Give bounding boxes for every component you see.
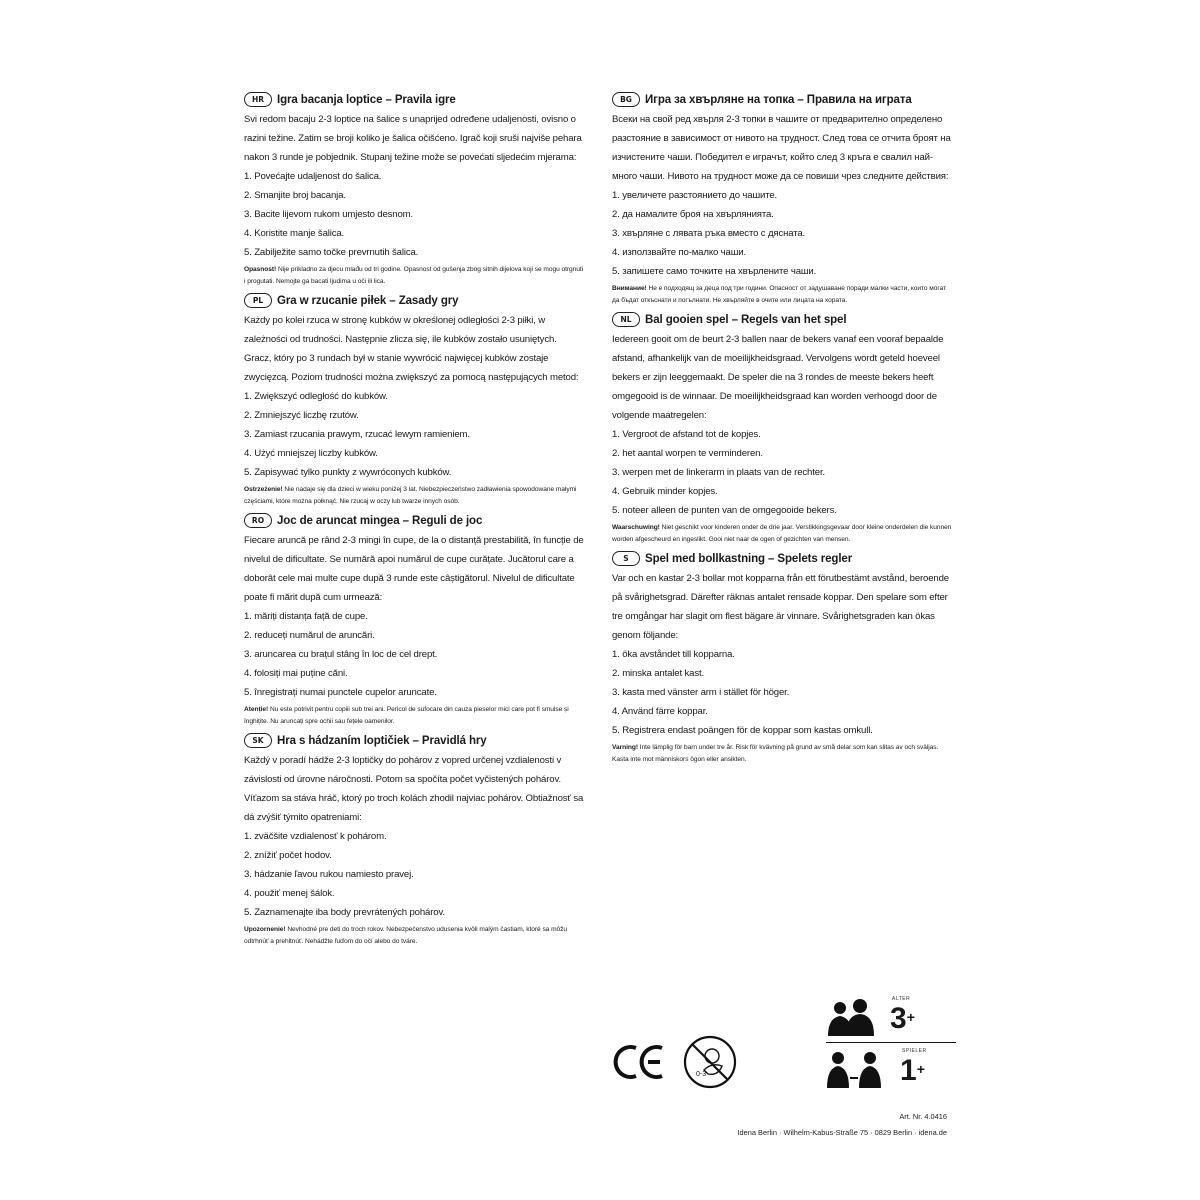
step-item: 3. Bacite lijevom rukom umjesto desnom. xyxy=(244,209,414,220)
step-item: 2. Smanjite broj bacanja. xyxy=(244,190,346,201)
step-item: 1. măriți distanța față de cupe. xyxy=(244,611,368,622)
section-title: Igra bacanja loptice – Pravila igre xyxy=(277,93,456,106)
step-item: 1. Povećajte udaljenost do šalica. xyxy=(244,171,382,182)
warning-label: Atenție! xyxy=(244,706,269,713)
section-body: Svi redom bacaju 2-3 loptice na šalice s unaprijed određene udaljenosti, ovisno o razini težine. Zatim se broji koliko je šalica očišćeno. Igrač koji sruši najviše pehara nakon 3 runde je pobjednik. Stupanj težine može se povećati sljedećim mjerama: xyxy=(244,114,582,163)
step-item: 2. Zmniejszyć liczbę rzutów. xyxy=(244,410,359,421)
step-item: 1. Vergroot de afstand tot de kopjes. xyxy=(612,429,761,440)
players-label: SPIELER xyxy=(902,1048,927,1054)
step-item: 2. znížiť počet hodov. xyxy=(244,850,332,861)
company-address: Idena Berlin · Wilhelm-Kabus-Straße 75 · 0829 Berlin · idena.de xyxy=(737,1128,947,1137)
section-header xyxy=(612,90,952,109)
step-item: 5. Registrera endast poängen för de koppar som kastas omkull. xyxy=(612,725,873,736)
section-header xyxy=(244,90,584,109)
step-item: 2. het aantal worpen te verminderen. xyxy=(612,448,763,459)
rules-section-nl xyxy=(612,310,952,545)
step-item: 2. minska antalet kast. xyxy=(612,668,705,679)
language-badge: PL xyxy=(244,293,272,308)
language-badge: NL xyxy=(612,312,640,327)
language-badge: SK xyxy=(244,733,272,748)
warning-text: Nu este potrivit pentru copiii sub trei ani. Pericol de sufocare din cauza pieselor mici care pot fi smulse și înghițite. Nu aruncați spre ochii sau fețele oamenilor. xyxy=(244,706,569,725)
section-header xyxy=(244,731,584,750)
step-item: 5. Zaznamenajte iba body prevrátených pohárov. xyxy=(244,907,445,918)
rules-section-s xyxy=(612,549,952,765)
safety-warning xyxy=(244,704,584,727)
language-badge: BG xyxy=(612,92,640,107)
difficulty-steps xyxy=(612,425,952,520)
ce-mark-icon xyxy=(612,1042,666,1082)
step-item: 5. Zapisywać tylko punkty z wywróconych kubków. xyxy=(244,467,452,478)
step-item: 1. öka avståndet till kopparna. xyxy=(612,649,735,660)
rules-section-hr xyxy=(244,90,584,287)
warning-label: Upozornenie! xyxy=(244,926,286,933)
difficulty-steps xyxy=(244,607,584,702)
step-item: 4. Använd färre koppar. xyxy=(612,706,708,717)
rules-section-pl xyxy=(244,291,584,507)
section-title: Hra s hádzaním loptičiek – Pravidlá hry xyxy=(277,734,487,747)
language-badge: RO xyxy=(244,513,272,528)
warning-text: Nie nadaje się dla dzieci w wieku poniżej 3 lat. Niebezpieczeństwo zadławienia spowodowane małymi częściami, które można połknąć. Nie rzucaj w oczy lub twarze innych osób. xyxy=(244,486,577,505)
step-item: 3. hádzanie ľavou rukou namiesto pravej. xyxy=(244,869,414,880)
warning-text: Inte lämplig för barn under tre år. Risk för kvävning på grund av små delar som kan slitas av och sväljas. Kasta inte mot människors ögon eller ansikten. xyxy=(612,744,939,763)
section-header xyxy=(244,511,584,530)
section-title: Игра за хвърляне на топка – Правила на играта xyxy=(645,93,912,106)
difficulty-steps xyxy=(612,645,952,740)
left-column xyxy=(244,90,584,951)
rules-section-bg xyxy=(612,90,952,306)
safety-warning xyxy=(244,264,584,287)
safety-warning xyxy=(612,742,952,765)
safety-warning xyxy=(612,522,952,545)
warning-label: Varning! xyxy=(612,744,638,751)
section-title: Joc de aruncat mingea – Reguli de joc xyxy=(277,514,483,527)
step-item: 3. aruncarea cu brațul stâng în loc de cel drept. xyxy=(244,649,438,660)
section-body: Każdy po kolei rzuca w stronę kubków w określonej odległości 2-3 piłki, w zależności od trudności. Następnie zlicza się, ile kubków zostało usuniętych. Gracz, który po 3 rundach był w stanie wywrócić najwięcej kubków zostaje zwycięzcą. Poziom trudności można zwiększyć za pomocą następujących metod: xyxy=(244,315,579,383)
step-item: 1. увеличете разстоянието до чашите. xyxy=(612,190,778,201)
step-item: 3. хвърляне с лявата ръка вместо с дясната. xyxy=(612,228,806,239)
infant-symbol-text: 0-3 xyxy=(696,1071,707,1078)
step-item: 4. použiť menej šálok. xyxy=(244,888,335,899)
section-header xyxy=(612,549,952,568)
section-body: Всеки на свой ред хвърля 2-3 топки в чашите от предварително определено разстояние в зависимост от нивото на трудност. След това се отчита броят на изчистените чаши. Победител е играчът, който след 3 кръга е свалил най-много чаши. Нивото на трудност може да се повиши чрез следните действия: xyxy=(612,114,951,182)
step-item: 3. werpen met de linkerarm in plaats van de rechter. xyxy=(612,467,825,478)
section-title: Gra w rzucanie piłek – Zasady gry xyxy=(277,294,459,307)
step-item: 5. запишете само точките на хвърлените чаши. xyxy=(612,266,817,277)
players-value: 1+ xyxy=(900,1054,925,1087)
pictogram-divider xyxy=(826,1042,956,1043)
not-for-children-under-3-icon xyxy=(682,1034,738,1090)
difficulty-steps xyxy=(244,387,584,482)
step-item: 4. Koristite manje šalica. xyxy=(244,228,345,239)
step-item: 2. reduceți numărul de aruncări. xyxy=(244,630,375,641)
warning-text: Niet geschikt voor kinderen onder de drie jaar. Verstikkingsgevaar door kleine onderdelen die kunnen worden afgescheurd en ingeslikt. Gooi niet naar de ogen of gezichten van mensen. xyxy=(612,524,952,543)
step-item: 5. înregistrați numai punctele cupelor aruncate. xyxy=(244,687,437,698)
warning-label: Внимание! xyxy=(612,285,647,292)
age-figures-icon xyxy=(826,998,878,1038)
step-item: 2. да намалите броя на хвърлянията. xyxy=(612,209,774,220)
step-item: 1. zväčšite vzdialenosť k pohárom. xyxy=(244,831,387,842)
step-item: 5. Zabilježite samo točke prevrnutih šalica. xyxy=(244,247,419,258)
section-title: Bal gooien spel – Regels van het spel xyxy=(645,313,847,326)
age-players-pictograms xyxy=(826,994,956,1094)
step-item: 4. използвайте по-малко чаши. xyxy=(612,247,746,258)
language-badge: S xyxy=(612,551,640,566)
age-value: 3+ xyxy=(890,1002,915,1035)
warning-label: Waarschuwing! xyxy=(612,524,660,531)
step-item: 4. folosiți mai puține căni. xyxy=(244,668,348,679)
warning-label: Ostrzeżenie! xyxy=(244,486,283,493)
section-title: Spel med bollkastning – Spelets regler xyxy=(645,552,853,565)
difficulty-steps xyxy=(244,827,584,922)
player-figures-icon xyxy=(826,1048,886,1090)
warning-text: Nevhodné pre deti do troch rokov. Nebezpečenstvo udusenia kvôli malým častiam, ktoré sa môžu odtrhnúť a prehltnúť. Nehádžte ľuďom do očí alebo do tváre. xyxy=(244,926,568,945)
safety-warning xyxy=(244,484,584,507)
section-body: Iedereen gooit om de beurt 2-3 ballen naar de bekers vanaf een vooraf bepaalde afstand, afhankelijk van de moeilijkheidsgraad. Vervolgens wordt geteld hoeveel bekers er zijn leeggemaakt. De speler die na 3 rondes de meeste bekers heeft omgegooid is de winnaar. De moeilijkheidsgraad kan worden verhoogd door de volgende maatregelen: xyxy=(612,334,944,421)
age-label: ALTER xyxy=(892,996,911,1002)
difficulty-steps xyxy=(612,186,952,281)
rules-section-sk xyxy=(244,731,584,947)
section-body: Každý v poradí hádže 2-3 loptičky do pohárov z vopred určenej vzdialenosti v závislosti od úrovne náročnosti. Potom sa spočíta počet vyčistených pohárov. Víťazom sa stáva hráč, ktorý po troch kolách zhodil najviac pohárov. Obtiažnosť sa dá zvýšiť týmito opatreniami: xyxy=(244,755,584,823)
safety-warning xyxy=(244,924,584,947)
step-item: 4. Użyć mniejszej liczby kubków. xyxy=(244,448,378,459)
section-header xyxy=(244,291,584,310)
safety-warning xyxy=(612,283,952,306)
step-item: 1. Zwiększyć odległość do kubków. xyxy=(244,391,388,402)
language-badge: HR xyxy=(244,92,272,107)
section-header xyxy=(612,310,952,329)
difficulty-steps xyxy=(244,167,584,262)
rules-section-ro xyxy=(244,511,584,727)
section-body: Var och en kastar 2-3 bollar mot kopparna från ett förutbestämt avstånd, beroende på svårighetsgrad. Därefter räknas antalet rensade koppar. Den spelare som efter tre omgångar har slagit om flest bägare är vinnare. Svårighetsgraden kan ökas genom följande: xyxy=(612,573,949,641)
step-item: 5. noteer alleen de punten van de omgegooide bekers. xyxy=(612,505,837,516)
step-item: 3. Zamiast rzucania prawym, rzucać lewym ramieniem. xyxy=(244,429,470,440)
warning-label: Opasnost! xyxy=(244,266,277,273)
step-item: 3. kasta med vänster arm i stället för höger. xyxy=(612,687,790,698)
warning-text: Не е подходящ за деца под три години. Опасност от задушаване поради малки части, които могат да бъдат откъснати и погълнати. Не хвърляйте в очите или лицата на хората. xyxy=(612,285,947,304)
section-body: Fiecare aruncă pe rând 2-3 mingi în cupe, de la o distanță prestabilită, în funcție de nivelul de dificultate. Se numără apoi numărul de cupe curățate. Jucătorul care a doborât cele mai multe cupe după 3 runde este câștigătorul. Nivelul de dificultate poate fi mărit după cum urmează: xyxy=(244,535,584,603)
right-column xyxy=(612,90,952,769)
article-number: Art. Nr. 4.0416 xyxy=(899,1112,947,1121)
warning-text: Nije prikladno za djecu mlađu od tri godine. Opasnost od gušenja zbog sitnih dijelova koji se mogu otrgnuti i progutati. Nemojte ga bacati ljudima u oči ili lica. xyxy=(244,266,584,285)
step-item: 4. Gebruik minder kopjes. xyxy=(612,486,718,497)
